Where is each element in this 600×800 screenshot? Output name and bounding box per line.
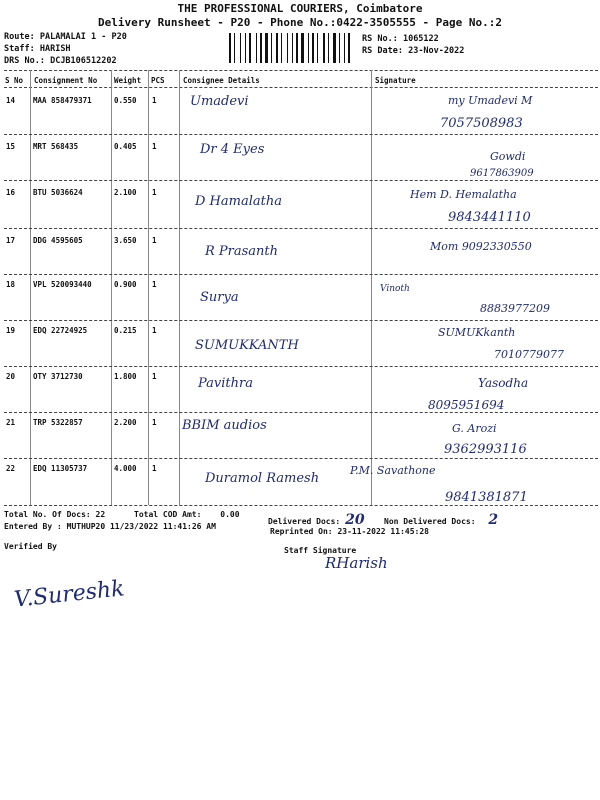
total-docs (4, 510, 105, 519)
total-docs-label: Total No. Of Docs: (4, 510, 91, 519)
route-label: Route: (4, 32, 35, 42)
row-consignment: EDQ 11305737 (33, 464, 88, 473)
staff-info (4, 44, 71, 54)
signature-phone: 7057508983 (440, 116, 523, 131)
row-rule (4, 228, 598, 229)
row-rule (4, 180, 598, 181)
reprinted-value: 23-11-2022 11:45:28 (337, 527, 429, 536)
company-name: THE PROFESSIONAL COURIERS, Coimbatore (177, 2, 423, 15)
table-top-rule (4, 70, 598, 71)
signature-phone: 8883977209 (480, 302, 550, 315)
delivered-docs (268, 512, 365, 528)
cod-value: 0.00 (220, 510, 240, 519)
row-weight: 4.000 (114, 464, 137, 473)
row-consignment: OTY 3712730 (33, 372, 83, 381)
rs-date-info (362, 46, 464, 56)
row-sno: 18 (6, 280, 16, 289)
drs-info (4, 56, 117, 66)
reprinted-label: Reprinted On: (270, 527, 333, 536)
barcode (229, 33, 353, 63)
staff-signature: RHarish (325, 554, 388, 572)
rs-date-value: 23-Nov-2022 (408, 46, 465, 56)
consignee-handwriting: Dr 4 Eyes (200, 142, 265, 157)
entered-by-label: Entered By : (4, 522, 62, 531)
col-pcs: PCS (151, 76, 165, 85)
row-pcs: 1 (152, 326, 157, 335)
row-pcs: 1 (152, 96, 157, 105)
staff-label: Staff: (4, 44, 35, 54)
signature-handwriting: P.M. Savathone (350, 464, 436, 477)
signature-phone: 9841381871 (445, 490, 528, 505)
signature-handwriting: G. Arozi (452, 422, 497, 435)
drs-value: DCJB106512202 (50, 56, 117, 66)
row-weight: 0.550 (114, 96, 137, 105)
signature-handwriting: SUMUKkanth (438, 326, 516, 339)
rs-date-label: RS Date: (362, 46, 403, 56)
rs-no-info (362, 34, 439, 44)
row-rule (4, 412, 598, 413)
row-consignment: TRP 5322857 (33, 418, 83, 427)
signature-handwriting: Vinoth (380, 284, 410, 294)
consignee-handwriting: Umadevi (190, 94, 249, 109)
reprinted-on (270, 527, 429, 536)
non-delivered-docs (384, 512, 498, 528)
col-consignment: Consignment No (34, 76, 98, 85)
row-consignment: DDG 4595605 (33, 236, 83, 245)
row-rule (4, 274, 598, 275)
col-rule (111, 70, 112, 505)
row-pcs: 1 (152, 236, 157, 245)
cod-label: Total COD Amt: (134, 510, 202, 519)
col-sno: S No (5, 76, 24, 85)
col-weight: Weight (114, 76, 142, 85)
row-sno: 16 (6, 188, 16, 197)
signature-phone: 8095951694 (428, 398, 505, 412)
verified-by-label: Verified By (4, 542, 57, 551)
row-weight: 1.800 (114, 372, 137, 381)
row-rule (4, 366, 598, 367)
entered-by-value: MUTHUP20 11/23/2022 11:41:26 AM (66, 522, 216, 531)
row-weight: 2.100 (114, 188, 137, 197)
row-sno: 21 (6, 418, 16, 427)
entered-by (4, 522, 216, 531)
consignee-handwriting: Pavithra (198, 376, 253, 391)
rs-no-value: 1065122 (402, 34, 439, 44)
verifier-signature: V.Sureshk (12, 576, 126, 613)
row-consignment: MRT 568435 (33, 142, 79, 151)
consignee-handwriting: Surya (200, 290, 239, 305)
consignee-handwriting: BBIM audios (182, 418, 267, 433)
row-sno: 22 (6, 464, 16, 473)
delivered-value: 20 (345, 512, 365, 528)
row-pcs: 1 (152, 372, 157, 381)
row-sno: 14 (6, 96, 16, 105)
signature-handwriting: my Umadevi M (448, 94, 533, 107)
signature-handwriting: Yasodha (478, 376, 529, 390)
row-rule (4, 134, 598, 135)
table-header-rule (4, 87, 598, 88)
staff-value: HARISH (39, 44, 71, 54)
signature-phone: 9362993116 (444, 442, 527, 457)
row-rule (4, 320, 598, 321)
row-pcs: 1 (152, 188, 157, 197)
consignee-handwriting: Duramol Ramesh (205, 471, 320, 486)
row-pcs: 1 (152, 464, 157, 473)
row-sno: 19 (6, 326, 16, 335)
row-pcs: 1 (152, 280, 157, 289)
row-sno: 15 (6, 142, 16, 151)
cod-amount (134, 510, 240, 519)
row-sno: 17 (6, 236, 16, 245)
row-weight: 0.405 (114, 142, 137, 151)
col-rule (30, 70, 31, 505)
drs-label: DRS No.: (4, 56, 45, 66)
col-rule (371, 70, 372, 505)
signature-phone: 9617863909 (470, 168, 534, 179)
non-delivered-value: 2 (488, 512, 499, 528)
row-pcs: 1 (152, 418, 157, 427)
runsheet-title: Delivery Runsheet - P20 - Phone No.:0422-3505555 - Page No.:2 (98, 16, 502, 29)
total-docs-value: 22 (95, 510, 106, 519)
row-weight: 0.900 (114, 280, 137, 289)
staff-signature-label: Staff Signature (284, 546, 357, 555)
row-consignment: BTU 5036624 (33, 188, 83, 197)
non-delivered-label: Non Delivered Docs: (384, 517, 476, 526)
route-info (4, 32, 127, 42)
route-value: PALAMALAI 1 - P20 (39, 32, 127, 42)
table-bottom-rule (4, 505, 598, 506)
rs-no-label: RS No.: (362, 34, 398, 44)
consignee-handwriting: R Prasanth (205, 244, 279, 259)
row-sno: 20 (6, 372, 16, 381)
consignee-handwriting: SUMUKKANTH (195, 338, 299, 353)
row-weight: 3.650 (114, 236, 137, 245)
consignee-handwriting: D Hamalatha (195, 194, 282, 209)
delivered-label: Delivered Docs: (268, 517, 341, 526)
col-consignee: Consignee Details (183, 76, 260, 85)
signature-phone: 9843441110 (448, 210, 531, 225)
signature-handwriting: Hem D. Hemalatha (410, 188, 517, 201)
col-rule (148, 70, 149, 505)
col-signature: Signature (375, 76, 416, 85)
signature-handwriting: Mom 9092330550 (430, 240, 532, 253)
signature-phone: 7010779077 (494, 348, 564, 361)
row-consignment: VPL 520093440 (33, 280, 92, 289)
row-pcs: 1 (152, 142, 157, 151)
row-consignment: MAA 858479371 (33, 96, 92, 105)
row-weight: 0.215 (114, 326, 137, 335)
signature-handwriting: Gowdi (490, 150, 526, 163)
row-rule (4, 458, 598, 459)
col-rule (179, 70, 180, 505)
row-weight: 2.200 (114, 418, 137, 427)
row-consignment: EDQ 22724925 (33, 326, 88, 335)
